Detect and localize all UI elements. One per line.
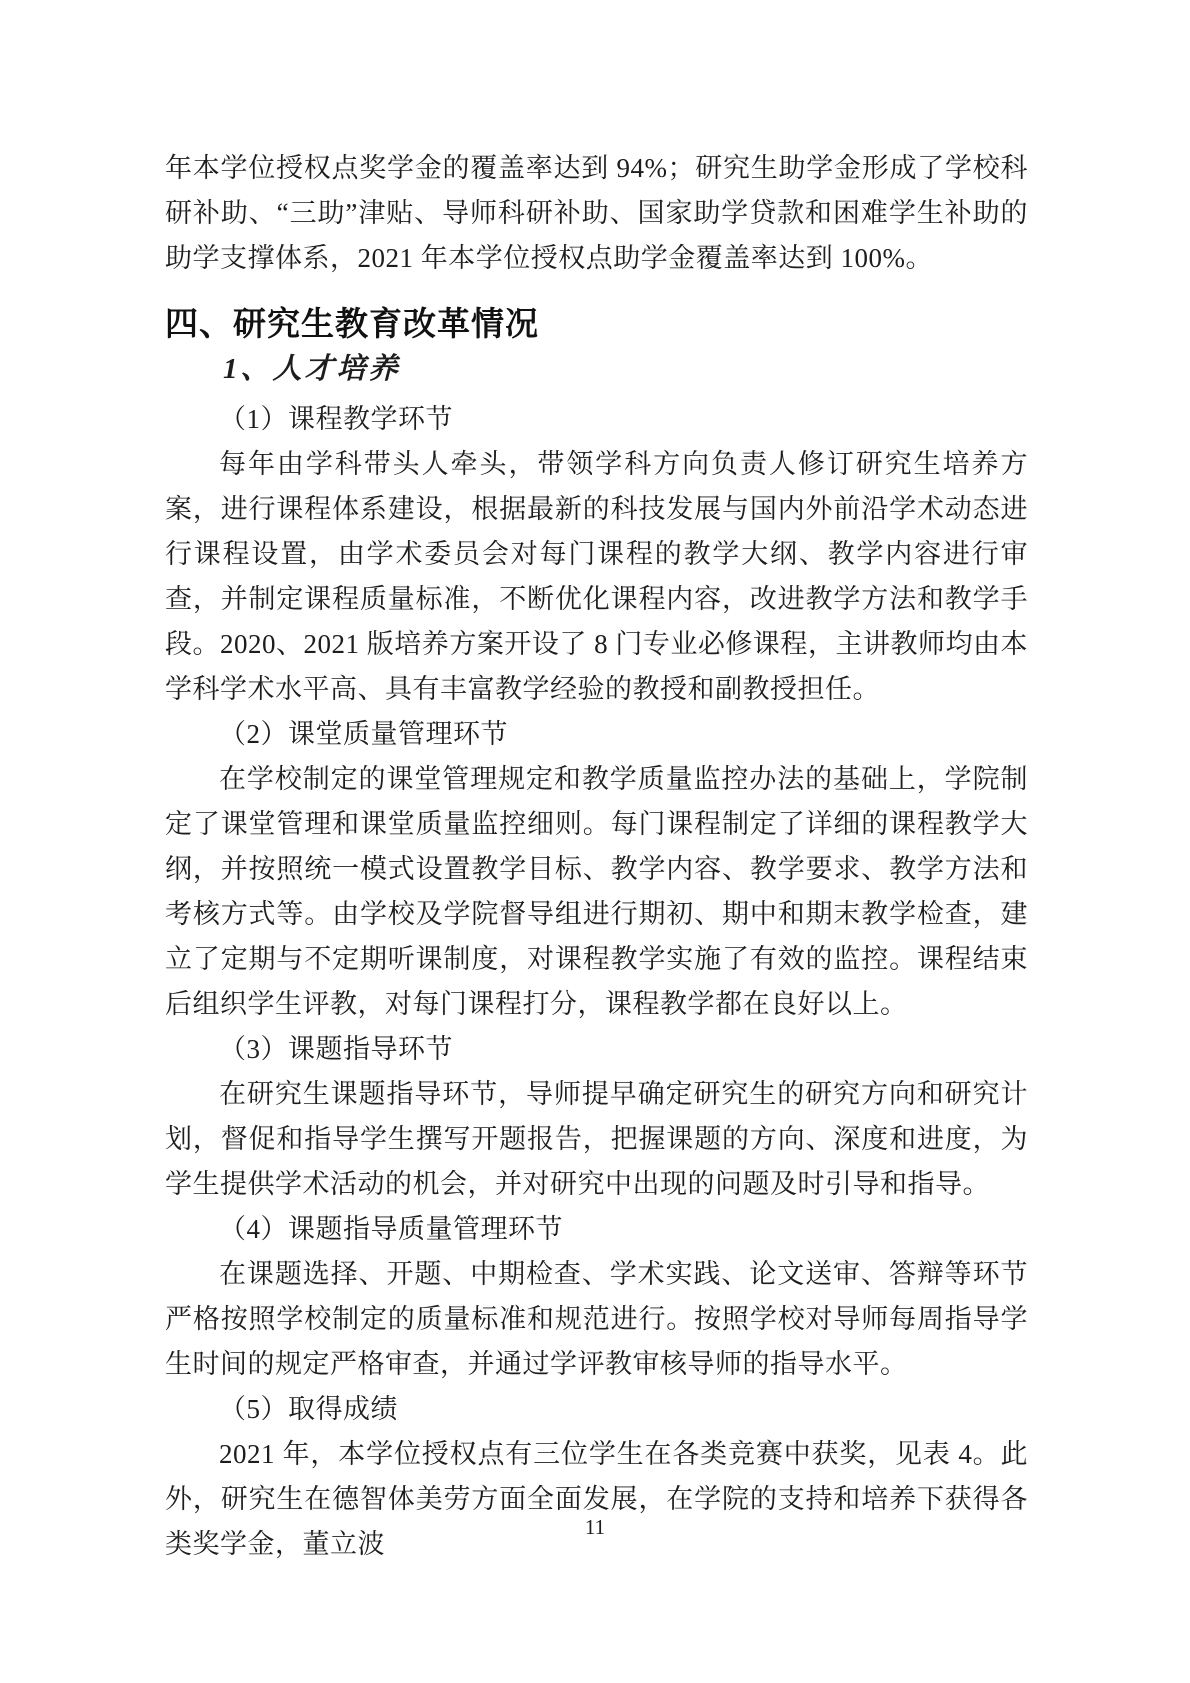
- section-heading: 四、研究生教育改革情况: [165, 305, 539, 342]
- page-content: [165, 146, 1028, 1567]
- page-number: 11: [584, 1515, 606, 1539]
- paragraph-class-quality: 在学校制定的课堂管理规定和教学质量监控办法的基础上，学院制定了课堂管理和课堂质量监控细则。每门课程制定了详细的课程教学大纲，并按照统一模式设置教学目标、教学内容、教学要求、教学方法和考核方式等。由学校及学院督导组进行期初、期中和期末教学检查，建立了定期与不定期听课制度，对课程教学实施了有效的监控。课程结束后组织学生评教，对每门课程打分，课程教学都在良好以上。: [165, 764, 1028, 1019]
- item-heading-4: （4）课题指导质量管理环节: [219, 1214, 563, 1244]
- item-heading-5: （5）取得成绩: [219, 1394, 398, 1424]
- paragraph-topic-guidance: 在研究生课题指导环节，导师提早确定研究生的研究方向和研究计划，督促和指导学生撰写开题报告，把握课题的方向、深度和进度，为学生提供学术活动的机会，并对研究中出现的问题及时引导和指导。: [165, 1079, 1028, 1199]
- subsection-heading: 1、人才培养: [223, 353, 401, 385]
- paragraph-course-teaching: 每年由学科带头人牵头，带领学科方向负责人修订研究生培养方案，进行课程体系建设，根据最新的科技发展与国内外前沿学术动态进行课程设置，由学术委员会对每门课程的教学大纲、教学内容进行审查，并制定课程质量标准，不断优化课程内容，改进教学方法和教学手段。2020、2021 版培养方案开设了 8 门专业必修课程，主讲教师均由本学科学术水平高、具有丰富教学经验的教授和副教授担任。: [165, 449, 1028, 704]
- paragraph-continuation: 年本学位授权点奖学金的覆盖率达到 94%；研究生助学金形成了学校科研补助、“三助”津贴、导师科研补助、国家助学贷款和困难学生补助的助学支撑体系，2021 年本学位授权点助学金覆盖率达到 100%。: [165, 153, 1028, 273]
- item-heading-2: （2）课堂质量管理环节: [219, 719, 508, 749]
- item-heading-1: （1）课程教学环节: [219, 404, 453, 434]
- paragraph-guidance-quality: 在课题选择、开题、中期检查、学术实践、论文送审、答辩等环节严格按照学校制定的质量标准和规范进行。按照学校对导师每周指导学生时间的规定严格审查，并通过学评教审核导师的指导水平。: [165, 1259, 1028, 1379]
- paragraph-achievements: 2021 年，本学位授权点有三位学生在各类竞赛中获奖，见表 4。此外，研究生在德智体美劳方面全面发展，在学院的支持和培养下获得各类奖学金，董立波: [165, 1439, 1028, 1559]
- item-heading-3: （3）课题指导环节: [219, 1034, 453, 1064]
